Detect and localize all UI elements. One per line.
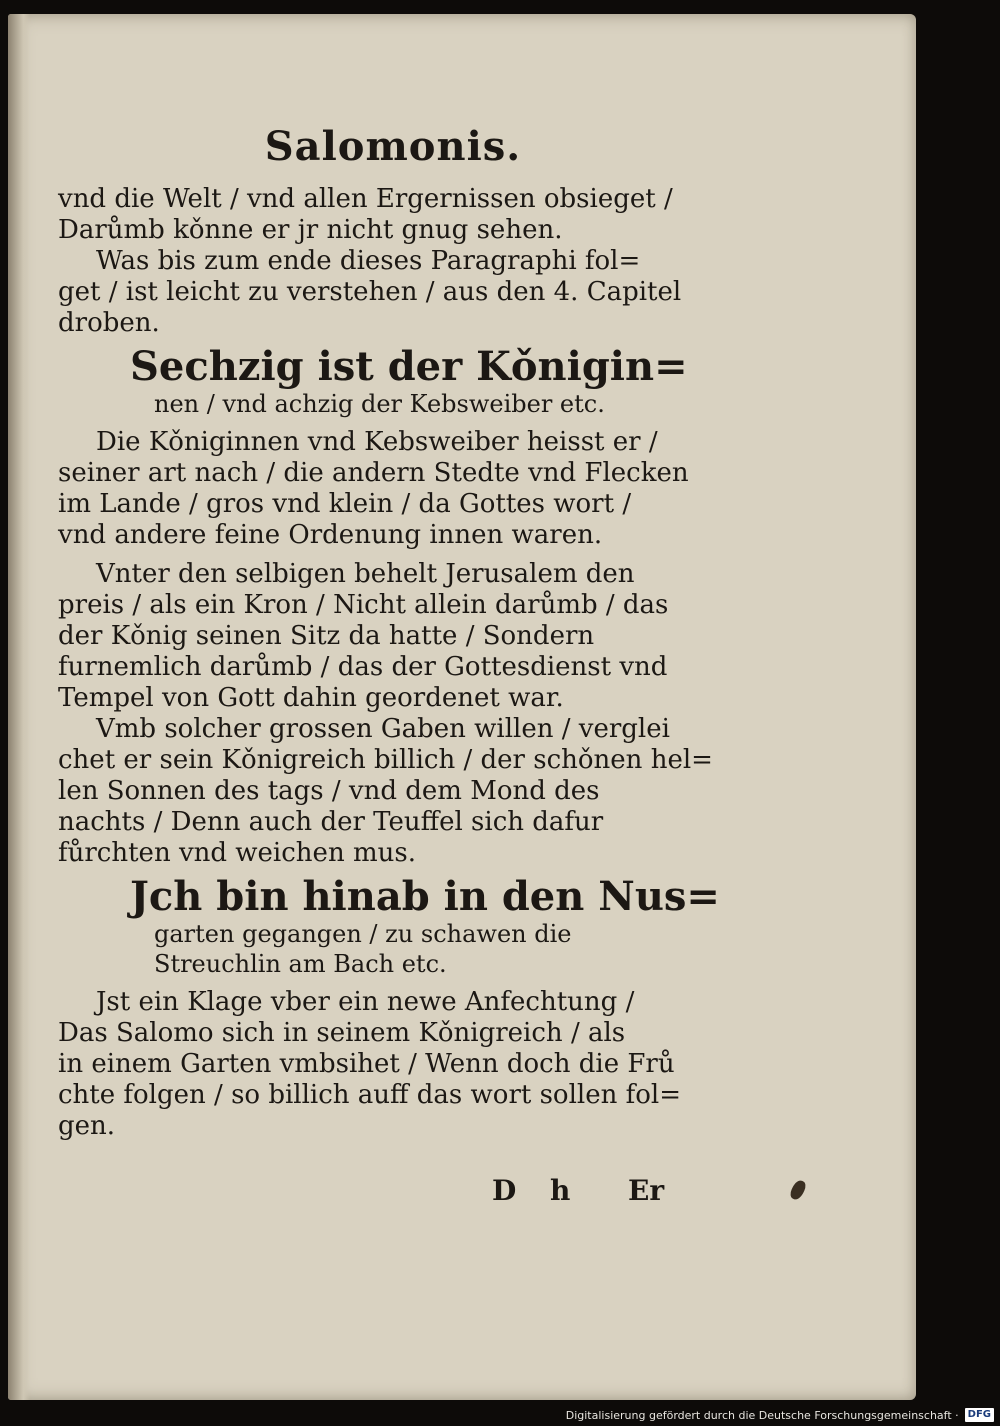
text-line: der Kǒnig seinen Sitz da hatte / Sondern [58, 621, 595, 651]
ink-blot [788, 1178, 807, 1201]
text-line: Was bis zum ende dieses Paragraphi fol= [96, 246, 641, 276]
text-line: Das Salomo sich in seinem Kǒnigreich / als [58, 1018, 626, 1048]
page-text [58, 123, 720, 1142]
text-line: im Lande / gros vnd klein / da Gottes wort / [58, 489, 632, 519]
text-line: nachts / Denn auch der Teuffel sich dafur [58, 807, 604, 837]
text-line: gen. [58, 1111, 116, 1141]
lemma-heading-line: Jch bin hinab in den Nus= [130, 873, 720, 920]
lemma-heading-1 [58, 345, 698, 419]
text-line: chte folgen / so billich auff das wort sollen fol= [58, 1080, 681, 1110]
text-line: Darůmb kǒnne er jr nicht gnug sehen. [58, 215, 563, 245]
paragraph-5 [58, 714, 713, 869]
paragraph-2 [58, 246, 698, 339]
text-line: vnd die Welt / vnd allen Ergernissen obsieget / [58, 184, 673, 214]
lemma-heading-line: garten gegangen / zu schawen die [154, 920, 572, 948]
digitization-footer [566, 1407, 994, 1423]
paragraph-1 [58, 184, 698, 246]
text-line: furnemlich darůmb / das der Gottesdienst vnd [58, 652, 668, 682]
text-line: preis / als ein Kron / Nicht allein darůmb / das [58, 590, 669, 620]
page-gutter [8, 14, 30, 1400]
lemma-heading-line: nen / vnd achzig der Kebsweiber etc. [154, 390, 605, 418]
text-line: fůrchten vnd weichen mus. [58, 838, 416, 868]
text-line: Vnter den selbigen behelt Jerusalem den [96, 559, 635, 589]
signature-mark: D h [492, 1174, 583, 1207]
paragraph-3 [58, 427, 698, 551]
text-line: droben. [58, 308, 160, 338]
text-line: Die Kǒniginnen vnd Kebsweiber heisst er / [96, 427, 658, 457]
paragraph-6 [58, 987, 698, 1142]
paragraph-4 [58, 559, 698, 714]
text-line: seiner art nach / die andern Stedte vnd Flecken [58, 458, 689, 488]
text-line: in einem Garten vmbsihet / Wenn doch die Frů [58, 1049, 675, 1079]
footer-credit-text: Digitalisierung gefördert durch die Deutsche Forschungsgemeinschaft · [565, 1408, 959, 1422]
lemma-heading-line: Sechzig ist der Kǒnigin= [130, 343, 688, 390]
text-line: get / ist leicht zu verstehen / aus den 4. Capitel [58, 277, 682, 307]
text-line: len Sonnen des tags / vnd dem Mond des [58, 776, 600, 806]
book-page [8, 14, 916, 1400]
text-line: Tempel von Gott dahin geordenet war. [58, 683, 564, 713]
text-line: vnd andere feine Ordenung innen waren. [58, 520, 603, 550]
dfg-logo: DFG [965, 1408, 994, 1422]
catchword: Er [628, 1174, 665, 1207]
lemma-heading-2 [58, 873, 720, 979]
text-line: chet er sein Kǒnigreich billich / der schǒnen hel= [58, 745, 713, 775]
running-head: Salomonis. [264, 123, 522, 170]
text-line: Vmb solcher grossen Gaben willen / verglei [96, 714, 670, 744]
text-line: Jst ein Klage vber ein newe Anfechtung / [96, 987, 635, 1017]
lemma-heading-line: Streuchlin am Bach etc. [154, 950, 447, 978]
